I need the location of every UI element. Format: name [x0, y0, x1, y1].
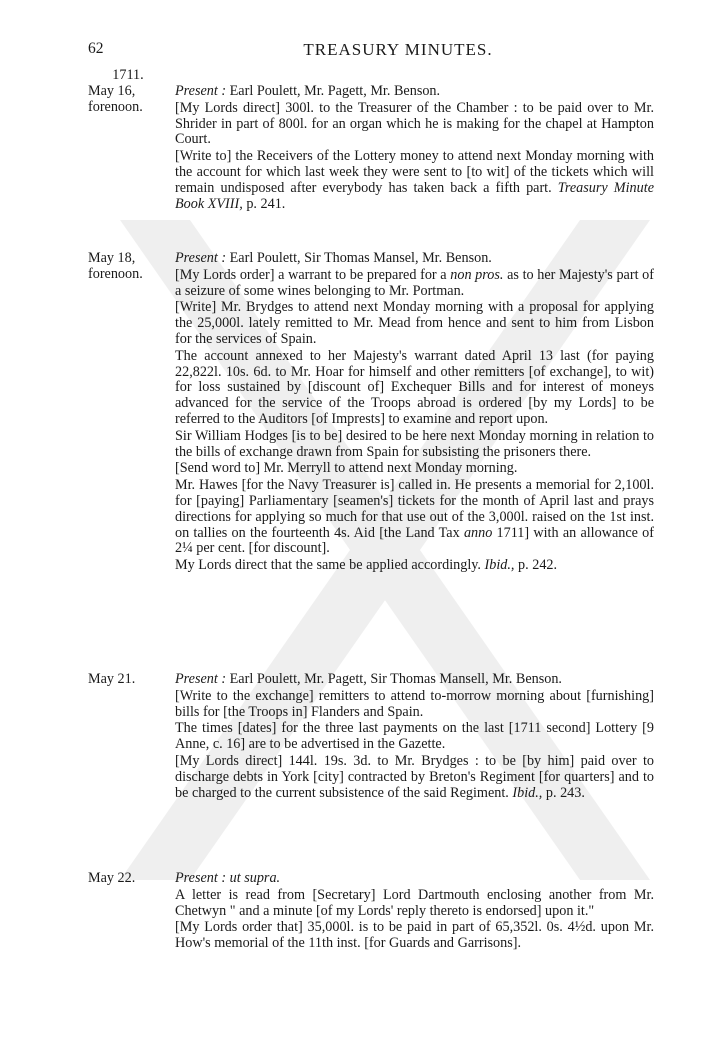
- paragraph: [175, 149, 654, 212]
- paragraph-text: [My Lords order] a warrant to be prepared for a: [175, 266, 451, 283]
- present-line: [175, 251, 654, 267]
- paragraph: [My Lords order that] 35,000l. is to be paid in part of 65,352l. 0s. 4½d. upon Mr. How's memorial of the 11th inst. [for Guards and Garrisons].: [175, 919, 654, 952]
- present-names: Earl Poulett, Mr. Pagett, Sir Thomas Mansell, Mr. Benson.: [226, 671, 562, 687]
- margin-date: [88, 871, 168, 887]
- margin-year: 1711.: [112, 67, 144, 83]
- page-reference: p. 241.: [246, 195, 286, 212]
- entry-body: [175, 672, 654, 802]
- page-number: 62: [88, 40, 104, 57]
- paragraph-text: Mr. Hawes [for the Navy Treasurer is] called in. He presents a memorial for 2,100l. for [paying] Parliamentary [seamen's] tickets for the month of April last and prays directions for applying so much for that use out of the 3,000l. raised on the 1st inst. on tallies on the fourteenth 4s. Aid [the Land Tax: [175, 477, 654, 541]
- present-label: Present :: [175, 870, 227, 886]
- paragraph: [175, 754, 654, 801]
- margin-day: May 22.: [88, 870, 136, 886]
- present-label: Present :: [175, 671, 227, 687]
- present-names: ut supra.: [226, 870, 281, 886]
- present-line: [175, 672, 654, 688]
- present-line: [175, 871, 654, 887]
- citation: Ibid.,: [512, 784, 543, 801]
- present-names: Earl Poulett, Mr. Pagett, Mr. Benson.: [226, 83, 441, 99]
- margin-day: May 21.: [88, 671, 136, 687]
- margin-date: [88, 672, 168, 688]
- paragraph-text: as to her Majesty's part of a seizure of some wines belonging to Mr. Portman.: [175, 266, 654, 299]
- page-reference: p. 242.: [518, 557, 558, 574]
- margin-time: forenoon.: [88, 98, 143, 115]
- paragraph-text: My Lords direct that the same be applied accordingly.: [175, 557, 485, 574]
- page-reference: p. 243.: [542, 784, 585, 801]
- paragraph-text: 1711] with an allowance of 2¼ per cent. [for discount].: [175, 524, 654, 557]
- citation: Treasury Minute Book XVIII,: [175, 179, 654, 212]
- paragraph: [My Lords direct] 300l. to the Treasurer of the Chamber : to be paid over to Mr. Shrider in part of 800l. for an organ which he is making for the chapel at Hampton Court.: [175, 99, 654, 148]
- margin-date: [88, 68, 168, 115]
- paragraph: Sir William Hodges [is to be] desired to be here next Monday morning in relation to the bills of exchange drawn from Spain for subsisting the prisoners there.: [175, 427, 654, 460]
- paragraph: [Write] Mr. Brydges to attend next Monday morning with a proposal for applying the 25,000l. lately remitted to Mr. Mead from hence and sent to him from Lisbon for the services of Spain.: [175, 299, 654, 347]
- margin-time: forenoon.: [88, 265, 143, 282]
- paragraph-text: [Write to] the Receivers of the Lottery money to attend next Monday morning with the account for which last week they were sent to [to wit] of the tickets which will remain undisposed after everybody has taken back a fifth part.: [175, 148, 654, 196]
- margin-day: May 18,: [88, 250, 136, 266]
- entry-body: [175, 251, 654, 575]
- paragraph: [175, 558, 654, 574]
- present-label: Present :: [175, 83, 227, 99]
- latin-term: anno: [463, 524, 493, 541]
- paragraph: The account annexed to her Majesty's warrant dated April 13 last (for paying 22,822l. 10s. 6d. to Mr. Hoar for himself and other remitters [of exchange], to wit) for loss sustained by [discount of] Exchequer Bills and for interest of moneys advanced for the service of the Troops abroad is ordered [by my Lords] to be referred to the Auditors [of Imprests] to examine and report upon.: [175, 347, 654, 427]
- present-label: Present :: [175, 250, 227, 266]
- paragraph: The times [dates] for the three last payments on the last [1711 second] Lottery [9 Anne, c. 16] are to be advertised in the Gazette.: [175, 720, 654, 753]
- paragraph: [175, 478, 654, 557]
- paragraph: [175, 268, 654, 300]
- margin-day: May 16,: [88, 82, 136, 99]
- paragraph: [Send word to] Mr. Merryll to attend next Monday morning.: [175, 460, 518, 477]
- present-names: Earl Poulett, Sir Thomas Mansel, Mr. Benson.: [226, 250, 492, 266]
- paragraph-text: [My Lords direct] 144l. 19s. 3d. to Mr. Brydges : to be [by him] paid over to discharge debts in York [city] contracted by Breton's Regiment [for quarters] and to be charged to the current subsistence of the said Regiment.: [175, 752, 654, 801]
- entry-body: [175, 871, 654, 953]
- present-line: [175, 84, 654, 100]
- running-head: [88, 40, 668, 62]
- margin-date: [88, 251, 168, 283]
- latin-term: non pros.: [450, 266, 504, 283]
- citation: Ibid.,: [484, 557, 515, 574]
- entry-body: [175, 84, 654, 213]
- paragraph: [Write to the exchange] remitters to attend to-morrow morning about [furnishing] bills for [the Troops in] Flanders and Spain.: [175, 687, 654, 720]
- paragraph: A letter is read from [Secretary] Lord Dartmouth enclosing another from Mr. Chetwyn " and a minute [of my Lords' reply thereto is endorsed] upon it.": [175, 886, 654, 919]
- page-title: TREASURY MINUTES.: [303, 40, 493, 59]
